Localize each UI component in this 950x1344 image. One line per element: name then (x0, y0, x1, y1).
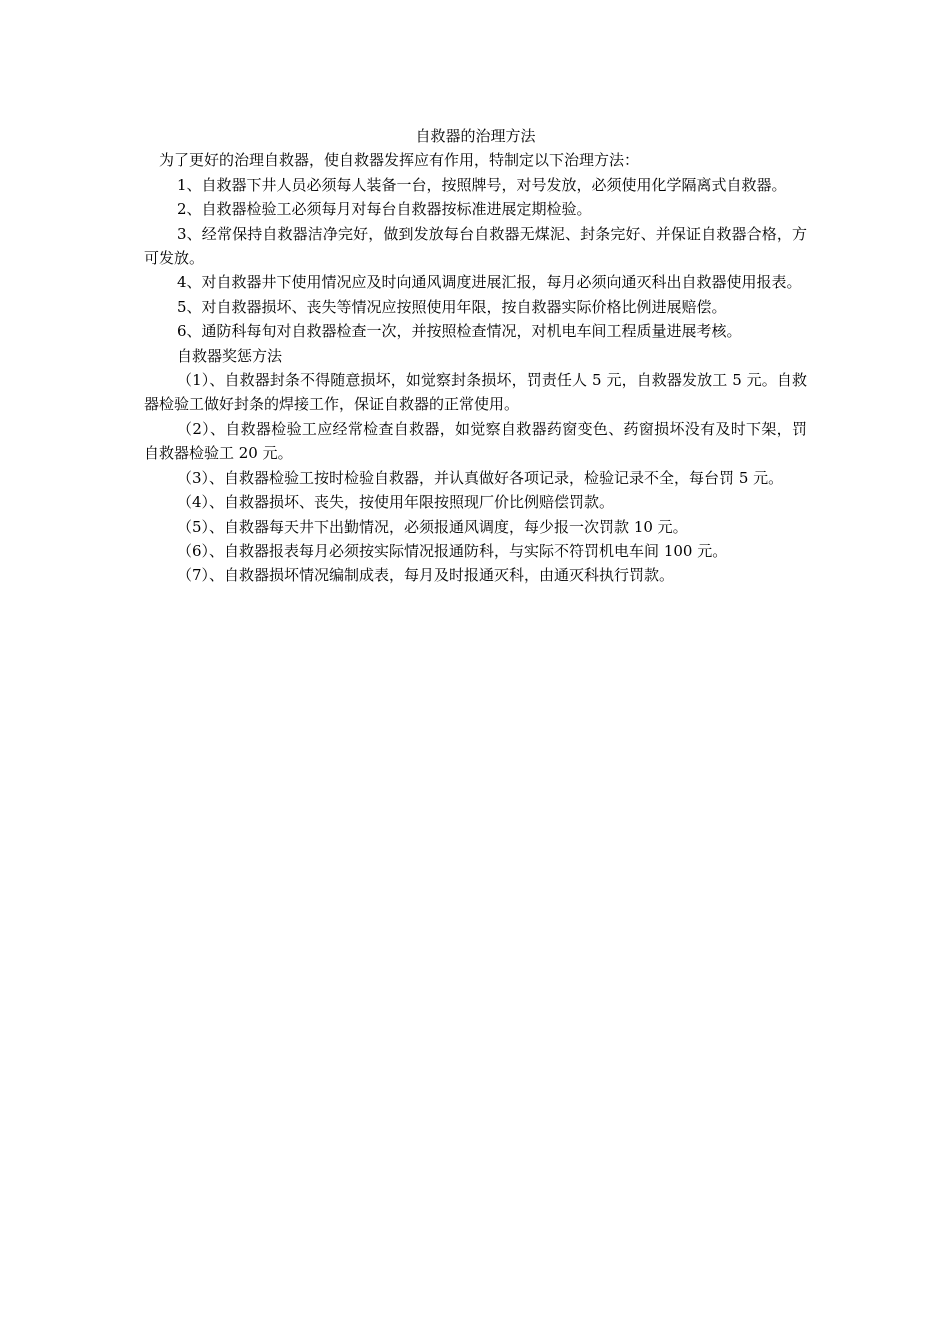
document-page (144, 124, 807, 588)
reward-item: （1）、自救器封条不得随意损坏，如觉察封条损坏，罚责任人 5 元，自救器发放工 5 元。自救器检验工做好封条的焊接工作，保证自救器的正常使用。 (144, 371, 807, 414)
rule-item: 4、对自救器井下使用情况应及时向通风调度进展汇报，每月必须向通灭科出自救器使用报表。 (177, 273, 802, 292)
reward-item: （6）、自救器报表每月必须按实际情况报通防科，与实际不符罚机电车间 100 元。 (177, 541, 728, 560)
rule-item: 5、对自救器损坏、丧失等情况应按照使用年限，按自救器实际价格比例进展赔偿。 (177, 297, 727, 316)
rule-item: 1、自救器下井人员必须每人装备一台，按照牌号，对号发放，必须使用化学隔离式自救器。 (177, 175, 787, 194)
rule-item: 3、经常保持自救器洁净完好，做到发放每台自救器无煤泥、封条完好、并保证自救器合格，方可发放。 (144, 224, 807, 268)
reward-item: （2）、自救器检验工应经常检查自救器，如觉察自救器药窗变色、药窗损坏没有及时下架，罚自救器检验工 20 元。 (144, 419, 807, 463)
document-title: 自救器的治理方法 (415, 127, 536, 145)
intro-paragraph: 为了更好的治理自救器，使自救器发挥应有作用，特制定以下治理方法： (159, 151, 640, 170)
rewards-heading: 自救器奖惩方法 (177, 346, 283, 365)
rule-item: 2、自救器检验工必须每月对每台自救器按标准进展定期检验。 (177, 200, 592, 219)
reward-item: （3）、自救器检验工按时检验自救器，并认真做好各项记录，检验记录不全，每台罚 5 元。 (177, 468, 784, 487)
reward-item: （7）、自救器损坏情况编制成表，每月及时报通灭科，由通灭科执行罚款。 (177, 566, 675, 585)
reward-item: （5）、自救器每天井下出勤情况，必须报通风调度，每少报一次罚款 10 元。 (177, 517, 688, 536)
reward-item: （4）、自救器损坏、丧失，按使用年限按照现厂价比例赔偿罚款。 (177, 493, 615, 512)
rule-item: 6、通防科每旬对自救器检查一次，并按照检查情况，对机电车间工程质量进展考核。 (177, 322, 742, 341)
